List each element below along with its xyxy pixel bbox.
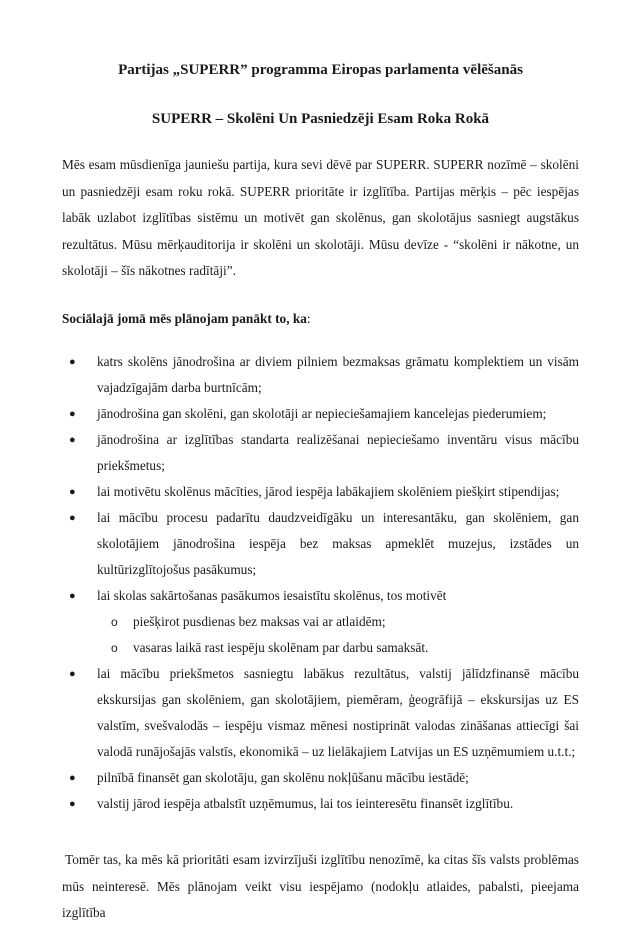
list-item-text: jānodrošina ar izglītības standarta realizēšanai nepieciešamo inventāru visus mācību priekšmetus; <box>97 431 579 473</box>
list-item-text: lai motivētu skolēnus mācīties, jārod iespēja labākajiem skolēniem piešķirt stipendijas; <box>97 483 560 499</box>
list-item-text: lai mācību procesu padarītu daudzveidīgāku un interesantāku, gan skolēniem, gan skolotājiem jānodrošina iespēja bez maksas apmeklēt muzejus, izstādes un kultūrizglītojošus pasākumus; <box>97 509 579 577</box>
list-item-text: valstij jārod iespēja atbalstīt uzņēmumus, lai tos ieinteresētu finansēt izglītību. <box>97 795 514 811</box>
list-item <box>69 349 579 401</box>
bullet-icon: ● <box>69 771 76 784</box>
list-item <box>69 505 579 583</box>
sub-list-item <box>111 635 579 661</box>
list-item-text: jānodrošina gan skolēni, gan skolotāji ar nepieciešamajiem kancelejas piederumiem; <box>97 405 547 421</box>
section-heading-bold: Sociālajā jomā mēs plānojam panākt to, ka <box>62 310 307 326</box>
circle-bullet-icon: o <box>111 640 118 655</box>
bullet-icon: ● <box>69 589 76 602</box>
document-title: Partijas „SUPERR” programma Eiropas parlamenta vēlēšanās <box>118 62 523 78</box>
list-item-text: katrs skolēns jānodrošina ar diviem pilniem bezmaksas grāmatu komplektiem un visām vajadzīgajām darba burtnīcām; <box>97 353 579 395</box>
bullet-icon: ● <box>69 667 76 680</box>
list-item-text: pilnībā finansēt gan skolotāju, gan skolēnu nokļūšanu mācību iestādē; <box>97 769 469 785</box>
list-item <box>69 427 579 479</box>
bullet-icon: ● <box>69 433 76 446</box>
bullet-icon: ● <box>69 355 76 368</box>
sub-list-item <box>111 609 579 635</box>
section-heading-colon: : <box>306 310 311 326</box>
list-item <box>69 791 579 817</box>
list-item <box>69 401 579 427</box>
bullet-icon: ● <box>69 485 76 498</box>
sub-list-item-text: vasaras laikā rast iespēju skolēnam par darbu samaksāt. <box>133 639 429 655</box>
bullet-icon: ● <box>69 797 76 810</box>
list-item-text: lai skolas sakārtošanas pasākumos iesaistītu skolēnus, tos motivēt <box>97 587 447 603</box>
goals-list <box>62 349 579 817</box>
section-heading <box>62 306 579 332</box>
list-item <box>69 583 579 661</box>
circle-bullet-icon: o <box>111 614 118 629</box>
intro-paragraph: Mēs esam mūsdienīga jauniešu partija, kura sevi dēvē par SUPERR. SUPERR nozīmē – skolēni un pasniedzēji esam roku rokā. SUPERR prioritāte ir izglītība. Partijas mērķis – pēc iespējas labāk uzlabot izglītības sistēmu un motivēt gan skolēnus, gan skolotājus sasniegt augstākus rezultātus. Mūsu mērķauditorija ir skolēni un skolotāji. Mūsu devīze - “skolēni ir nākotne, un skolotāji – šīs nākotnes radītāji”. <box>62 157 579 279</box>
list-item <box>69 765 579 791</box>
list-item <box>69 661 579 765</box>
sub-list <box>97 609 579 661</box>
list-item <box>69 479 579 505</box>
sub-list-item-text: piešķirot pusdienas bez maksas vai ar atlaidēm; <box>133 613 386 629</box>
closing-paragraph: Tomēr tas, ka mēs kā prioritāti esam izvirzījuši izglītību nenozīmē, ka citas šīs valsts problēmas mūs neinteresē. Mēs plānojam veikt visu iespējamo (nodokļu atlaides, pabalsti, pieejama izglītība <box>62 851 579 921</box>
list-item-text: lai mācību priekšmetos sasniegtu labākus rezultātus, valstij jālīdzfinansē mācību ekskursijas gan skolēniem, gan skolotājiem, piemēram, ģeogrāfijā – ekskursijas uz ES valstīm, svešvalodās – iespēju vismaz mēnesi nostiprināt valodas zināšanas attiecīgi šai valodā runājošajās valstīs, ekonomikā – uz lielākajiem Latvijas un ES uzņēmumiem u.t.t.; <box>97 665 579 759</box>
document-subtitle: SUPERR – Skolēni Un Pasniedzēji Esam Roka Rokā <box>151 111 490 127</box>
bullet-icon: ● <box>69 511 76 524</box>
bullet-icon: ● <box>69 407 76 420</box>
